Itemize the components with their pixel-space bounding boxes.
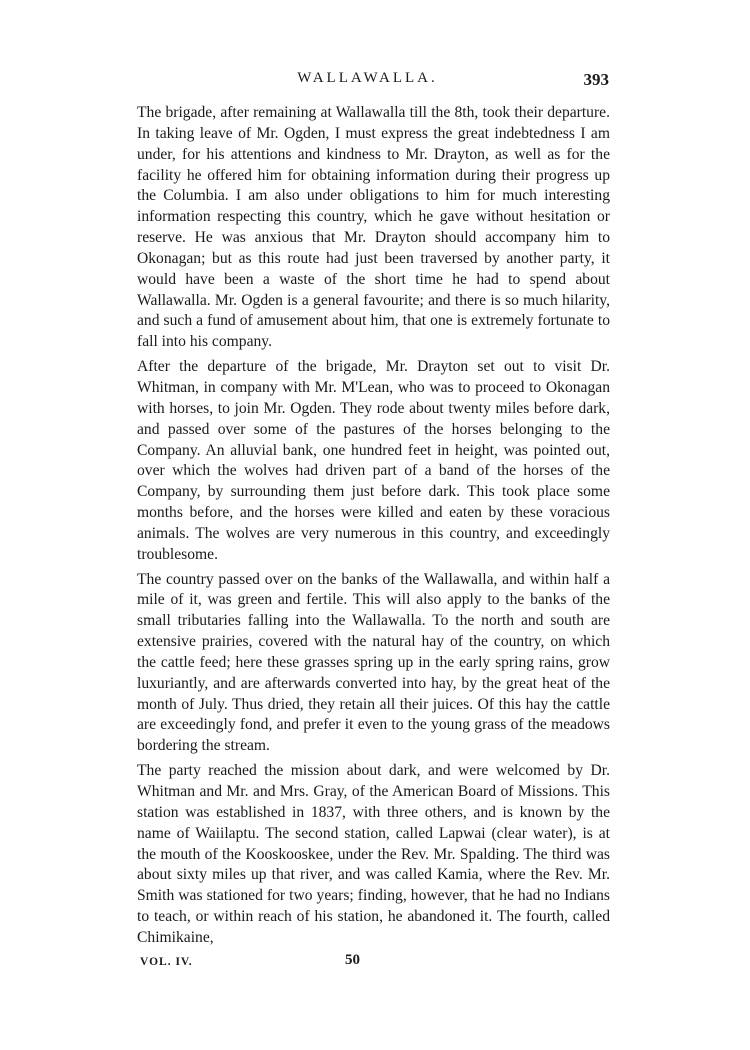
paragraph-3: The country passed over on the banks of the Wallawalla, and within half a mile of it, was green and fertile. This will also apply to the banks of the small tributaries falling into the Wallawalla. To the north and south are extensive prairies, covered with the natural hay of the country, on which the cattle feed; here these grasses spring up in the early spring rains, grow luxuriantly, and are afterwards converted into hay, by the great heat of the month of July. Thus dried, they retain all their juices. Of this hay the cattle are exceedingly fond, and prefer it even to the young grass of the meadows bordering the stream. xyxy=(137,570,610,755)
paragraph-1: The brigade, after remaining at Wallawalla till the 8th, took their departure. In taking leave of Mr. Ogden, I must express the great indebtedness I am under, for his attentions and kindness to Mr. Drayton, as well as for the facility he offered him for obtaining information during their progress up the Columbia. I am also under obligations to him for much interesting information respecting this country, which he gave without hesitation or reserve. He was anxious that Mr. Drayton should accompany him to Okonagan; but as this route had just been traversed by another party, it would have been a waste of the short time he had to spend about Wallawalla. Mr. Ogden is a general favourite; and there is so much hilarity, and such a fund of amusement about him, that one is extremely fortunate to fall into his company. xyxy=(137,104,610,351)
volume-signature: VOL. IV. xyxy=(140,956,193,968)
paragraph-4: The party reached the mission about dark, and were welcomed by Dr. Whitman and Mr. and Mrs. Gray, of the American Board of Missions. This station was established in 1837, with three others, and is known by the name of Waiilaptu. The second station, called Lapwai (clear water), is at the mouth of the Kooskooskee, under the Rev. Mr. Spalding. The third was about sixty miles up that river, and was called Kamia, where the Rev. Mr. Smith was stationed for two years; finding, however, that he had no Indians to teach, or within reach of his station, he abandoned it. The fourth, called Chimikaine, xyxy=(137,762,610,946)
paragraph-2: After the departure of the brigade, Mr. Drayton set out to visit Dr. Whitman, in company with Mr. M'Lean, who was to proceed to Okonagan with horses, to join Mr. Ogden. They rode about twenty miles before dark, and passed over some of the pastures of the horses belonging to the Company. An alluvial bank, one hundred feet in height, was pointed out, over which the wolves had driven part of a band of the horses of the Company, by surrounding them just before dark. This took place some months before, and the horses were killed and eaten by these voracious animals. The wolves are very numerous in this country, and exceedingly troublesome. xyxy=(137,358,610,563)
running-title: WALLAWALLA. xyxy=(297,70,438,86)
page-footer xyxy=(140,952,610,976)
running-head xyxy=(130,66,609,94)
page-number: 393 xyxy=(583,70,609,89)
body-text xyxy=(137,103,610,949)
sheet-number: 50 xyxy=(345,952,360,968)
